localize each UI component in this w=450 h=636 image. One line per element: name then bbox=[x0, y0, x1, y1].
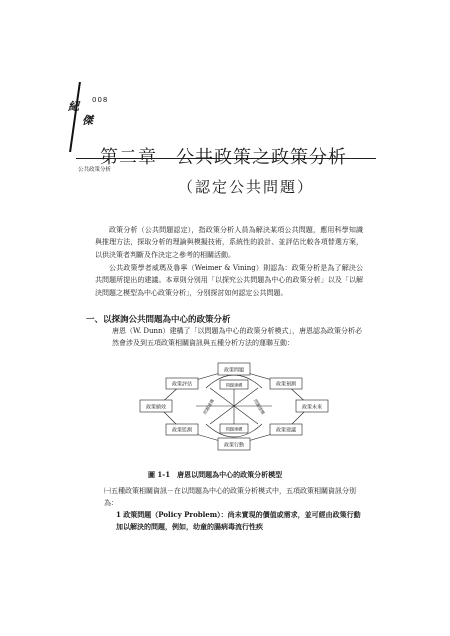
node-bottom: 政策行動 bbox=[223, 442, 245, 449]
chapter-subtitle: （認定公共問題） bbox=[178, 178, 315, 196]
node-left-lower: 政策監測 bbox=[171, 427, 193, 434]
page-number: 008 bbox=[92, 96, 109, 104]
node-top: 政策問題 bbox=[223, 367, 245, 374]
node-center-left: 問題建構 bbox=[202, 398, 216, 416]
emblem-stroke bbox=[69, 82, 81, 152]
node-right: 政策未來 bbox=[301, 404, 323, 411]
emblem-logo-text: 紀 bbox=[68, 100, 80, 113]
dunn-model-diagram bbox=[136, 358, 332, 454]
chapter-title: 第二章 公共政策之政策分析 bbox=[100, 147, 347, 168]
paragraph-weimer-vining: 公共政策學者威瑪及魯寧（Weimer & Vining）則認為：政策分析是為了解決公共問題所提出的建議。本章則分別用「以探究公共問題為中心的政策分析」以及「以解決問題之模型為中心政策分析」，分別探討如何認定公共問題。 bbox=[95, 264, 363, 297]
node-left-upper: 政策評估 bbox=[171, 381, 193, 388]
node-right-lower: 政策建議 bbox=[275, 427, 297, 434]
running-header: 公共政策分析 bbox=[78, 167, 112, 173]
list-item-policy-problem: 1 政策問題（Policy Problem）：尚未實現的價值或需求，並可經由政策行動加以解決的問題，例如，幼童的腸病毒流行性疾 bbox=[116, 510, 361, 532]
emblem-logo-text-2: 傑 bbox=[82, 114, 93, 127]
node-center-bottom: 問題建構 bbox=[225, 426, 243, 432]
node-right-upper: 政策預測 bbox=[275, 381, 297, 388]
node-center-right: 問題建構 bbox=[252, 398, 266, 416]
node-left: 政策績效 bbox=[145, 404, 167, 411]
list-item-five-info: ㈠五種政策相關資訊－在以問題為中心的政策分析模式中，五項政策相關資訊分別為： bbox=[104, 487, 356, 507]
figure-caption: 圖 1-1 唐恩以問題為中心的政策分析模型 bbox=[148, 470, 283, 479]
node-center-top: 問題建構 bbox=[225, 382, 243, 388]
paragraph-intro: 政策分析（公共問題認定），指政策分析人員為解決某項公共問題，應用科學知識與推理方法，探取分析的理論與模擬技術，系統性的設計、並評估比較各項替選方案，以供決策者判斷及作決定之參考的相關活動。 bbox=[95, 226, 363, 259]
section-heading: 一、以探詢公共問題為中心的政策分析 bbox=[86, 315, 231, 325]
paragraph-dunn: 唐恩（W. Dunn）建構了「以問題為中心的政策分析模式」，唐恩認為政策分析必然會涉及到五項政策相關資訊與五種分析方法的運聯互動： bbox=[112, 327, 363, 348]
